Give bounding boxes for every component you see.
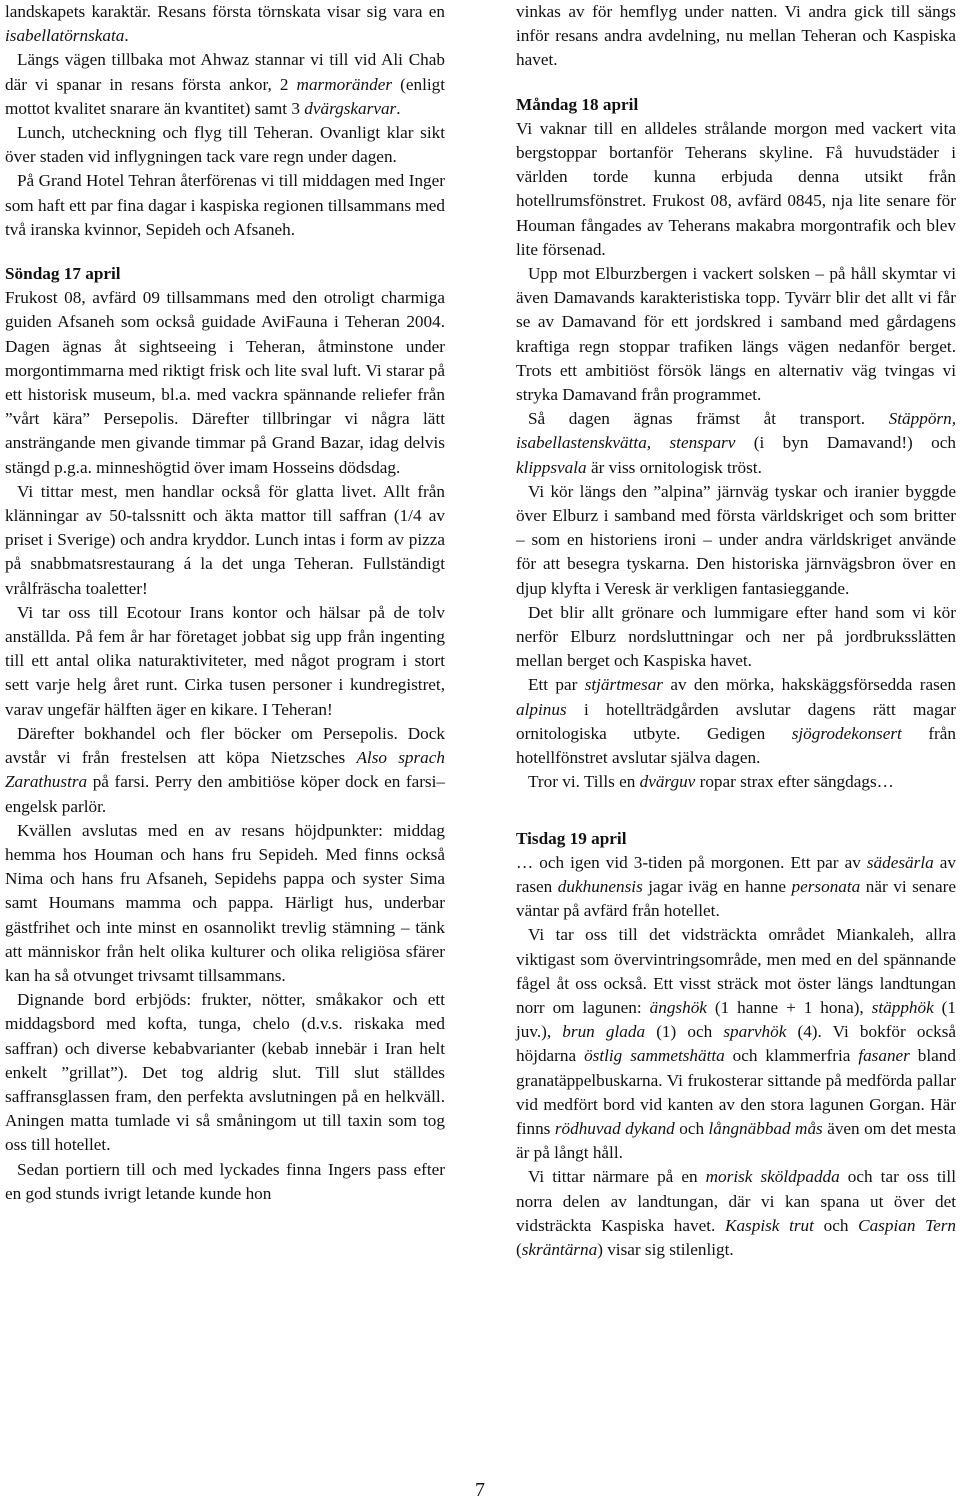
day-heading-tuesday: Tisdag 19 april: [516, 828, 627, 848]
paragraph: landskapets karaktär. Resans första törnskata visar sig vara en isabellatörnskata.: [5, 2, 445, 46]
species-name: sädesärla: [866, 852, 934, 872]
species-name: sparvhök: [723, 1022, 787, 1042]
paragraph: Vi kör längs den ”alpina” järnväg tyskar och iranier byggde över Elburz i samband med första världskriget och som britter – som en historiens ironi – under andra världskriget använde för att besegra tyskarna. Den historiska järnvägsbron över en djup klyfta i Veresk är verkligen fantasieggande.: [516, 481, 956, 598]
paragraph: Längs vägen tillbaka mot Ahwaz stannar vi till vid Ali Chab där vi spanar in resans första ankor, 2 marmoränder (enligt mottot kvalitet snarare än kvantitet) samt 3 dvärgskarvar.: [5, 50, 445, 118]
species-name: dvärgskarvar: [304, 98, 397, 118]
paragraph: Dignande bord erbjöds: frukter, nötter, småkakor och ett middagsbord med kofta, tunga, chelo (d.v.s. riskaka med saffran) och diverse kebabvarianter (kebab innebär i Iran helt enkelt ”grillat”). Det tog aldrig slut. Till slut ställdes saffransglassen fram, den perfekta avslutningen på en helkväll. Aningen matta tumlade vi så småningom ut till taxin som tog oss till hotellet.: [5, 990, 445, 1155]
species-name: fasaner: [858, 1046, 910, 1066]
paragraph: Upp mot Elburzbergen i vackert solsken – på håll skymtar vi även Damavands karakteristiska topp. Tyvärr blir det allt vi får se av Damavand för ett jordskred i samband med gårdagens kraftiga regn stoppar trafiken längs vägen nedanför berget. Trots ett ambitiöst försök längs en alternativ väg tvingas vi stryka Damavand från programmet.: [516, 264, 956, 405]
paragraph: Kvällen avslutas med en av resans höjdpunkter: middag hemma hos Houman och hans fru Sepideh. Med finns också Nima och hans fru Afsaneh, Sepidehs pappa och syster Sima samt Houmans mamma och pappa. Härligt hus, underbar gästfrihet och inte minst en osannolikt trevlig stämning – tänk att människor från helt olika kulturer och olika religiösa sfärer kan ha så otvunget trivsamt tillsammans.: [5, 820, 445, 985]
species-name: klippsvala: [516, 457, 587, 477]
paragraph: Vi tittar närmare på en morisk sköldpadda och tar oss till norra delen av landtungan, där vi kan spana ut över det vidsträckta Kaspiska havet. Kaspisk trut och Caspian Tern (skräntärna) visar sig stilenligt.: [516, 1167, 956, 1259]
species-name: dukhunensis: [557, 876, 643, 896]
species-name: marmoränder: [296, 74, 393, 94]
paragraph: Vi vaknar till en alldeles strålande morgon med vackert vita bergstoppar bortanför Teherans skyline. Få huvudstäder i världen torde kunna erbjuda denna utsikt från hotellrumsfönstret. Frukost 08, avfärd 0845, nja lite senare för Houman fångades av Teherans makabra morgontrafik och blev lite försenad.: [516, 118, 956, 259]
paragraph: Vi tar oss till Ecotour Irans kontor och hälsar på de tolv anställda. På fem år har företaget jobbat sig upp från ingenting till ett antal olika naturaktiviteter, med något program i stort sett varje helg året runt. Cirka tusen personer i kundregistret, varav ungefär hälften äger en kikare. I Teheran!: [5, 602, 445, 719]
paragraph: Tror vi. Tills en dvärguv ropar strax efter sängdags…: [528, 772, 894, 792]
paragraph: Så dagen ägnas främst åt transport. Stäppörn, isabellastenskvätta, stensparv (i byn Damavand!) och klippsvala är viss ornitologisk tröst.: [516, 409, 956, 477]
paragraph: På Grand Hotel Tehran återförenas vi till middagen med Inger som haft ett par fina dagar i kaspiska regionen tillsammans med två iranska kvinnor, Sepideh och Afsaneh.: [5, 171, 445, 239]
species-name: brun glada: [562, 1022, 646, 1042]
paragraph: Därefter bokhandel och fler böcker om Persepolis. Dock avstår vi från frestelsen att köpa Nietzsches Also sprach Zarathustra på farsi. Perry den ambitiöse köper dock en farsi–engelsk parlör.: [5, 723, 445, 816]
day-heading-monday: Måndag 18 april: [516, 94, 639, 114]
species-name: Stäppörn, isabellastenskvätta, stensparv: [516, 409, 956, 453]
species-name: långnäbbad mås: [708, 1118, 823, 1138]
species-name: skräntärna: [521, 1239, 598, 1259]
species-name: alpinus: [516, 699, 567, 719]
paragraph: Sedan portiern till och med lyckades finna Ingers pass efter en god stunds ivrigt letande kunde hon: [5, 1159, 445, 1203]
paragraph: vinkas av för hemflyg under natten. Vi andra gick till sängs inför resans andra avdelning, nu mellan Teheran och Kaspiska havet.: [516, 2, 956, 70]
species-name: stäpphök: [871, 997, 934, 1017]
paragraph: … och igen vid 3-tiden på morgonen. Ett par av sädesärla av rasen dukhunensis jagar iväg en hanne personata när vi senare väntar på avfärd från hotellet.: [516, 852, 956, 921]
species-name: Kaspisk trut: [724, 1215, 814, 1235]
species-name: morisk sköldpadda: [705, 1167, 840, 1187]
species-name: östlig sammetshätta: [584, 1046, 725, 1066]
day-heading-sunday: Söndag 17 april: [5, 264, 121, 284]
species-name: ängshök: [649, 997, 707, 1017]
paragraph: Frukost 08, avfärd 09 tillsammans med den otroligt charmiga guiden Afsaneh som också guidade AviFauna i Teheran 2004. Dagen ägnas åt sightseeing i Teheran, åtminstone under morgontimmarna med riktigt frisk och lite sval luft. Vi starar på ett historisk museum, bl.a. med vackra spännande reliefer från ”vårt kära” Persepolis. Därefter tillbringar vi några lätt ansträngande men givande timmar på Grand Bazar, idag delvis stängd p.g.a. minneshögtid över imam Hosseins dödsdag.: [5, 288, 445, 477]
right-column: [516, 0, 956, 1262]
species-name: dvärguv: [639, 772, 696, 792]
species-name: rödhuvad dykand: [554, 1118, 675, 1138]
species-name: personata: [791, 876, 861, 896]
species-name: sjögrodekonsert: [791, 723, 902, 743]
species-name: isabellatörnskata: [5, 26, 125, 46]
species-name: Also sprach Zarathustra: [5, 748, 445, 792]
paragraph: Lunch, utcheckning och flyg till Teheran. Ovanligt klar sikt över staden vid inflygningen tack vare regn under dagen.: [5, 123, 445, 167]
species-name: stjärtmesar: [584, 675, 663, 695]
paragraph: Det blir allt grönare och lummigare efter hand som vi kör nerför Elburz nordsluttningar och ner på jordbruksslätten mellan berget och Kaspiska havet.: [516, 602, 956, 671]
species-name: Caspian Tern: [858, 1215, 956, 1235]
paragraph: Ett par stjärtmesar av den mörka, hakskäggsförsedda rasen alpinus i hotellträdgården avslutar dagens rätt magar ornitologiska utbyte. Gedigen sjögrodekonsert från hotellfönstret avslutar själva dagen.: [516, 675, 956, 768]
paragraph: Vi tittar mest, men handlar också för glatta livet. Allt från klänningar av 50-talssnitt och äkta mattor till saffran (1/4 av priset i Sverige) och andra kryddor. Lunch intas i form av pizza på snabbmatsrestaurang á la det unga Teheran. Fullständigt vrålfräscha toaletter!: [5, 481, 445, 598]
left-column: [5, 0, 445, 1206]
paragraph: Vi tar oss till det vidsträckta området Miankaleh, allra viktigast som övervintringsområde, men med en del spännande fågel åt oss också. Ett visst sträck mot öster längs landtungan norr om lagunen: ängshök (1 hanne + 1 hona), stäpphök (1 juv.), brun glada (1) och sparvhök (4). Vi bokför också höjdarna östlig sammetshätta och klammerfria fasaner bland granatäppelbuskarna. Vi frukosterar sittande på medförda pallar vid medfört bord vid kanten av den stora lagunen Gorgan. Här finns rödhuvad dykand och långnäbbad mås även om det mesta är på långt håll.: [516, 925, 957, 1163]
page-number: 7: [475, 1479, 485, 1501]
